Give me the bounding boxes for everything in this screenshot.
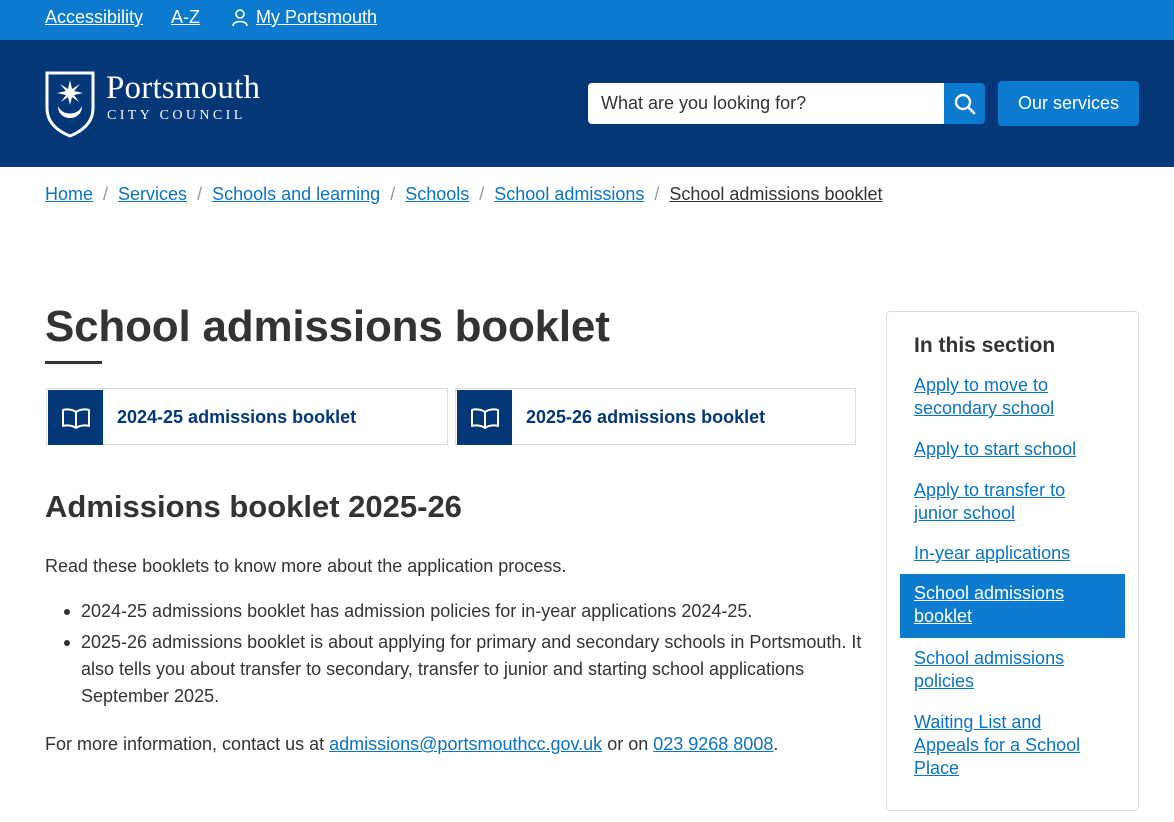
- contact-suffix: .: [773, 734, 779, 754]
- section-navigation: [886, 311, 1139, 811]
- sidebar-item-admissions-policies[interactable]: School admissions policies: [914, 648, 1065, 691]
- sidebar-item-waiting-list[interactable]: Waiting List and Appeals for a School Place: [914, 712, 1081, 778]
- list-item: 2025-26 admissions booklet is about applying for primary and secondary schools in Portsmouth. It also tells you about transfer to secondary, transfer to junior and starting school applications September 2025.: [45, 629, 865, 710]
- breadcrumb-separator: /: [479, 184, 485, 204]
- contact-text: [45, 731, 778, 758]
- sidebar-item-transfer-junior[interactable]: Apply to transfer to junior school: [914, 480, 1066, 523]
- search-button[interactable]: [944, 83, 985, 124]
- a-z-link[interactable]: A-Z: [171, 7, 200, 27]
- breadcrumb-separator: /: [103, 184, 109, 204]
- breadcrumb: [45, 184, 883, 205]
- phone-link[interactable]: 023 9268 8008: [653, 734, 774, 754]
- contact-prefix: For more information, contact us at: [45, 734, 330, 754]
- list-item: 2024-25 admissions booklet has admission policies for in-year applications 2024-25.: [45, 598, 865, 625]
- book-icon: [457, 390, 512, 445]
- sidebar-item-admissions-booklet[interactable]: School admissions booklet: [914, 583, 1065, 626]
- breadcrumb-services[interactable]: Services: [118, 184, 188, 204]
- breadcrumb-separator: /: [654, 184, 660, 204]
- breadcrumb-school-admissions[interactable]: School admissions: [494, 184, 645, 204]
- my-portsmouth-link[interactable]: My Portsmouth: [256, 7, 378, 27]
- breadcrumb-home[interactable]: Home: [45, 184, 94, 204]
- council-logo[interactable]: [44, 70, 304, 140]
- sidebar-item-start-school[interactable]: Apply to start school: [914, 439, 1077, 459]
- section-heading: Admissions booklet 2025-26: [45, 489, 462, 524]
- user-icon: [232, 9, 248, 27]
- sidebar-item-move-to-secondary[interactable]: Apply to move to secondary school: [914, 375, 1055, 418]
- book-icon: [48, 390, 103, 445]
- breadcrumb-schools[interactable]: Schools: [405, 184, 470, 204]
- site-header: [0, 40, 1174, 167]
- logo-subtitle: CITY COUNCIL: [107, 108, 246, 123]
- search-input[interactable]: [588, 83, 944, 124]
- document-link-2025-26[interactable]: [455, 388, 856, 445]
- intro-text: Read these booklets to know more about the application process.: [45, 556, 567, 576]
- sidebar-active-item: [900, 574, 1125, 638]
- accessibility-link[interactable]: Accessibility: [45, 7, 144, 27]
- breadcrumb-schools-and-learning[interactable]: Schools and learning: [212, 184, 381, 204]
- document-link-2024-25[interactable]: [46, 388, 448, 445]
- contact-middle: or on: [602, 734, 654, 754]
- email-link[interactable]: admissions@portsmouthcc.gov.uk: [329, 734, 603, 754]
- search-icon: [954, 93, 976, 115]
- breadcrumb-current: School admissions booklet: [669, 184, 883, 204]
- section-nav-title: In this section: [914, 334, 1056, 357]
- title-underline: [45, 361, 102, 364]
- booklet-list: [45, 598, 865, 714]
- page-title: School admissions booklet: [45, 302, 610, 351]
- utility-bar: [0, 0, 1174, 40]
- breadcrumb-separator: /: [197, 184, 203, 204]
- breadcrumb-separator: /: [390, 184, 396, 204]
- sidebar-item-in-year[interactable]: In-year applications: [914, 543, 1071, 563]
- our-services-button[interactable]: Our services: [998, 81, 1139, 126]
- logo-wordmark: Portsmouth: [106, 70, 261, 106]
- document-link-label[interactable]: 2025-26 admissions booklet: [526, 407, 766, 427]
- document-link-label[interactable]: 2024-25 admissions booklet: [117, 407, 357, 427]
- crest-icon: [44, 70, 96, 138]
